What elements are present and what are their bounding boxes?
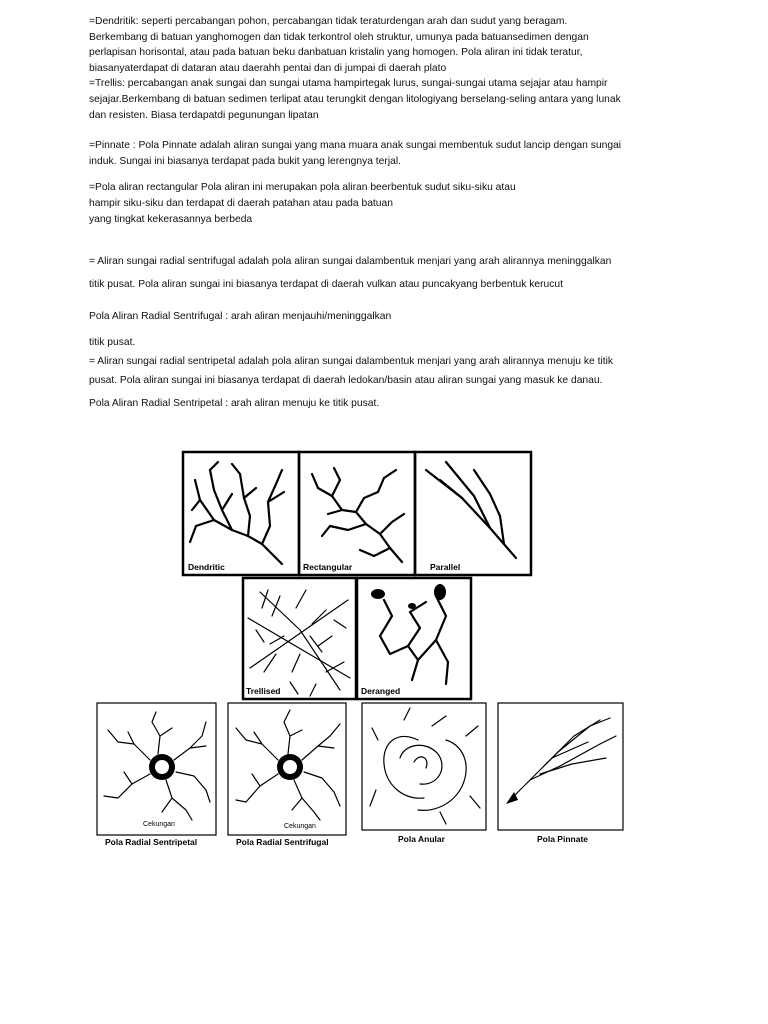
text-line: titik pusat. Pola aliran sungai ini biasanya terdapat di daerah vulkan atau puncakyang berbentuk kerucut [89, 279, 563, 290]
panel-rectangular [299, 452, 415, 575]
panel-radial-sentripetal [97, 703, 216, 847]
label-trellised: Trellised [246, 686, 281, 696]
label-anular: Pola Anular [398, 834, 445, 844]
text-line: Pola Aliran Radial Sentrifugal : arah aliran menjauhi/meninggalkan [89, 311, 392, 322]
label-cekungan-2: Cekungan [284, 823, 316, 830]
drainage-patterns-figure [0, 440, 768, 860]
panel-parallel [415, 452, 531, 575]
label-radial-sentrifugal: Pola Radial Sentrifugal [236, 837, 329, 847]
label-radial-sentripetal: Pola Radial Sentripetal [105, 837, 198, 847]
label-deranged: Deranged [361, 686, 401, 696]
text-line: =Pola aliran rectangular Pola aliran ini merupakan pola aliran beerbentuk sudut siku-siku atau [89, 182, 516, 193]
text-line: =Trellis: percabangan anak sungai dan sungai utama hampirtegak lurus, sungai-sungai utama sejajar atau hampir [89, 78, 608, 90]
panel-anular [362, 703, 486, 844]
paragraph-sentrifugal-definition [89, 309, 689, 325]
text-line: induk. Sungai ini biasanya terdapat pada bukit yang lerengnya terjal. [89, 155, 401, 167]
text-line: yang tingkat kekerasannya berbeda [89, 213, 253, 225]
text-line: perlapisan horisontal, atau pada batuan beku danbatuan kristalin yang homogen. Pola aliran ini tidak teratur, [89, 47, 583, 59]
paragraph-sentripetal-definition [89, 396, 689, 412]
text-line: =Pinnate : Pola Pinnate adalah aliran sungai yang mana muara anak sungai membentuk sudut lancip dengan sungai [89, 140, 622, 151]
label-pinnate: Pola Pinnate [537, 834, 589, 844]
text-line: =Dendritik: seperti percabangan pohon, percabangan tidak teraturdengan arah dan sudut yang beragam. [89, 16, 568, 27]
paragraph-pinnate [89, 138, 689, 169]
text-line: titik pusat. [89, 337, 136, 348]
panel-trellised [243, 578, 356, 699]
text-line: dan resisten. Biasa terdapatdi pegunungan lipatan [89, 109, 319, 121]
label-parallel: Parallel [430, 562, 461, 572]
paragraph-radial-sentripetal [89, 333, 689, 390]
text-line: hampir siku-siku dan terdapat di daerah patahan atau pada batuan [89, 197, 393, 209]
panel-pinnate [498, 703, 623, 844]
label-dendritic: Dendritic [188, 562, 225, 572]
text-line: pusat. Pola aliran sungai ini biasanya terdapat di daerah ledokan/basin atau aliran sungai yang masuk ke danau. [89, 375, 603, 386]
panel-radial-sentrifugal [228, 703, 346, 847]
text-line: biasanyaterdapat di dataran atau daerahh pentai dan di jumpai di daerah plato [89, 62, 447, 74]
panel-deranged [357, 578, 471, 699]
text-line: sejajar.Berkembang di batuan sedimen terlipat atau terungkit dengan litologiyang berselang-seling antara yang lunak [89, 93, 621, 105]
text-line: = Aliran sungai radial sentrifugal adalah pola aliran sungai dalambentuk menjari yang arah alirannya meninggalkan [89, 256, 612, 267]
text-line: Pola Aliran Radial Sentripetal : arah aliran menuju ke titik pusat. [89, 398, 380, 409]
paragraph-rectangular [89, 180, 689, 227]
panel-dendritic [183, 452, 299, 575]
paragraph-dendritik-trellis [89, 14, 689, 123]
text-line: Berkembang di batuan yanghomogen dan tidak terkontrol oleh struktur, umunya pada batuansedimen dengan [89, 31, 589, 43]
label-rectangular: Rectangular [303, 562, 353, 572]
label-cekungan-1: Cekungan [143, 821, 175, 828]
text-line: = Aliran sungai radial sentripetal adalah pola aliran sungai dalambentuk menjari yang arah alirannya menuju ke titik [89, 356, 614, 367]
paragraph-radial-sentrifugal [89, 250, 689, 296]
